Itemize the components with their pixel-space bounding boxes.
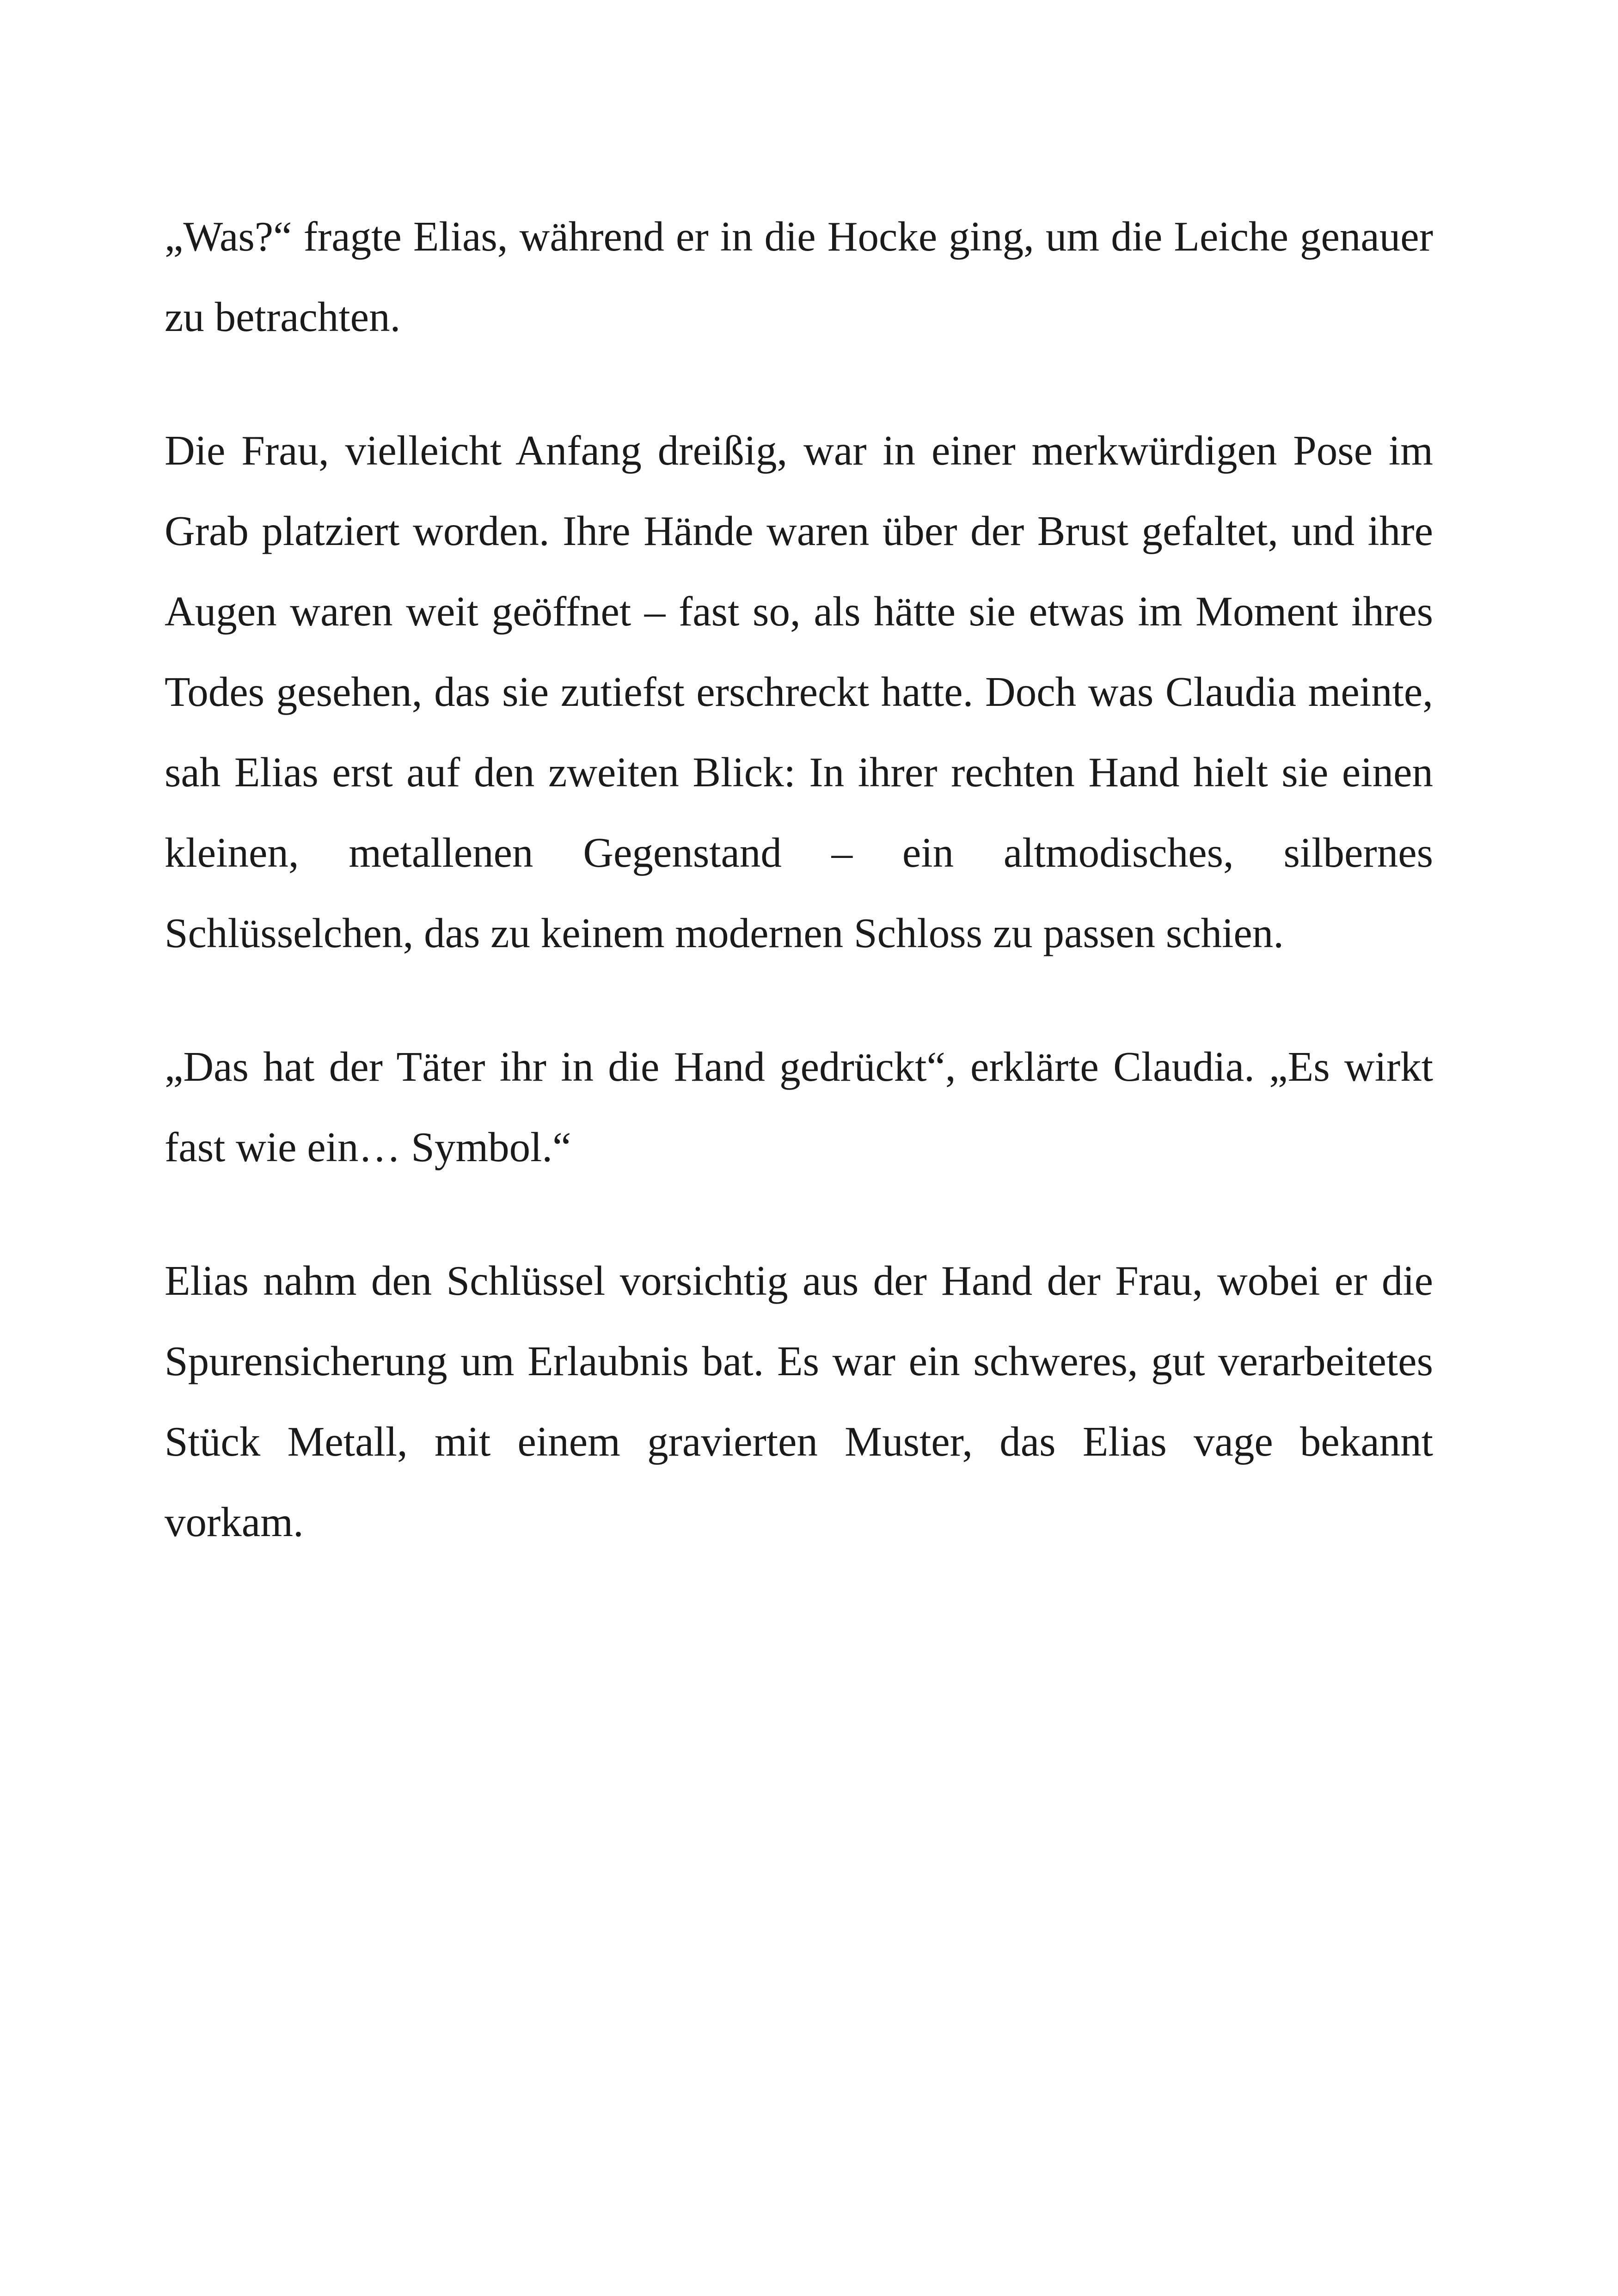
paragraph-4: Elias nahm den Schlüssel vorsichtig aus der Hand der Frau, wobei er die Spurensicherung um Erlaubnis bat. Es war ein schweres, gut verarbeitetes Stück Metall, mit einem gravierten Muster, das Elias vage bekannt vorkam. bbox=[165, 1257, 1433, 1545]
paragraph-3: „Das hat der Täter ihr in die Hand gedrückt“, erklärte Claudia. „Es wirkt fast wie ein… Symbol.“ bbox=[165, 1043, 1433, 1170]
paragraph-1: „Was?“ fragte Elias, während er in die Hocke ging, um die Leiche genauer zu betrachten. bbox=[165, 213, 1433, 340]
paragraph-2: Die Frau, vielleicht Anfang dreißig, war in einer merkwürdigen Pose im Grab platziert worden. Ihre Hände waren über der Brust gefaltet, und ihre Augen waren weit geöffnet – fast so, als hätte sie etwas im Moment ihres Todes gesehen, das sie zutiefst erschreckt hatte. Doch was Claudia meinte, sah Elias erst auf den zweiten Blick: In ihrer rechten Hand hielt sie einen kleinen, metallenen Gegenstand – ein altmodisches, silbernes Schlüsselchen, das zu keinem modernen Schloss zu passen schien. bbox=[165, 427, 1433, 956]
body-text bbox=[165, 196, 1433, 1562]
